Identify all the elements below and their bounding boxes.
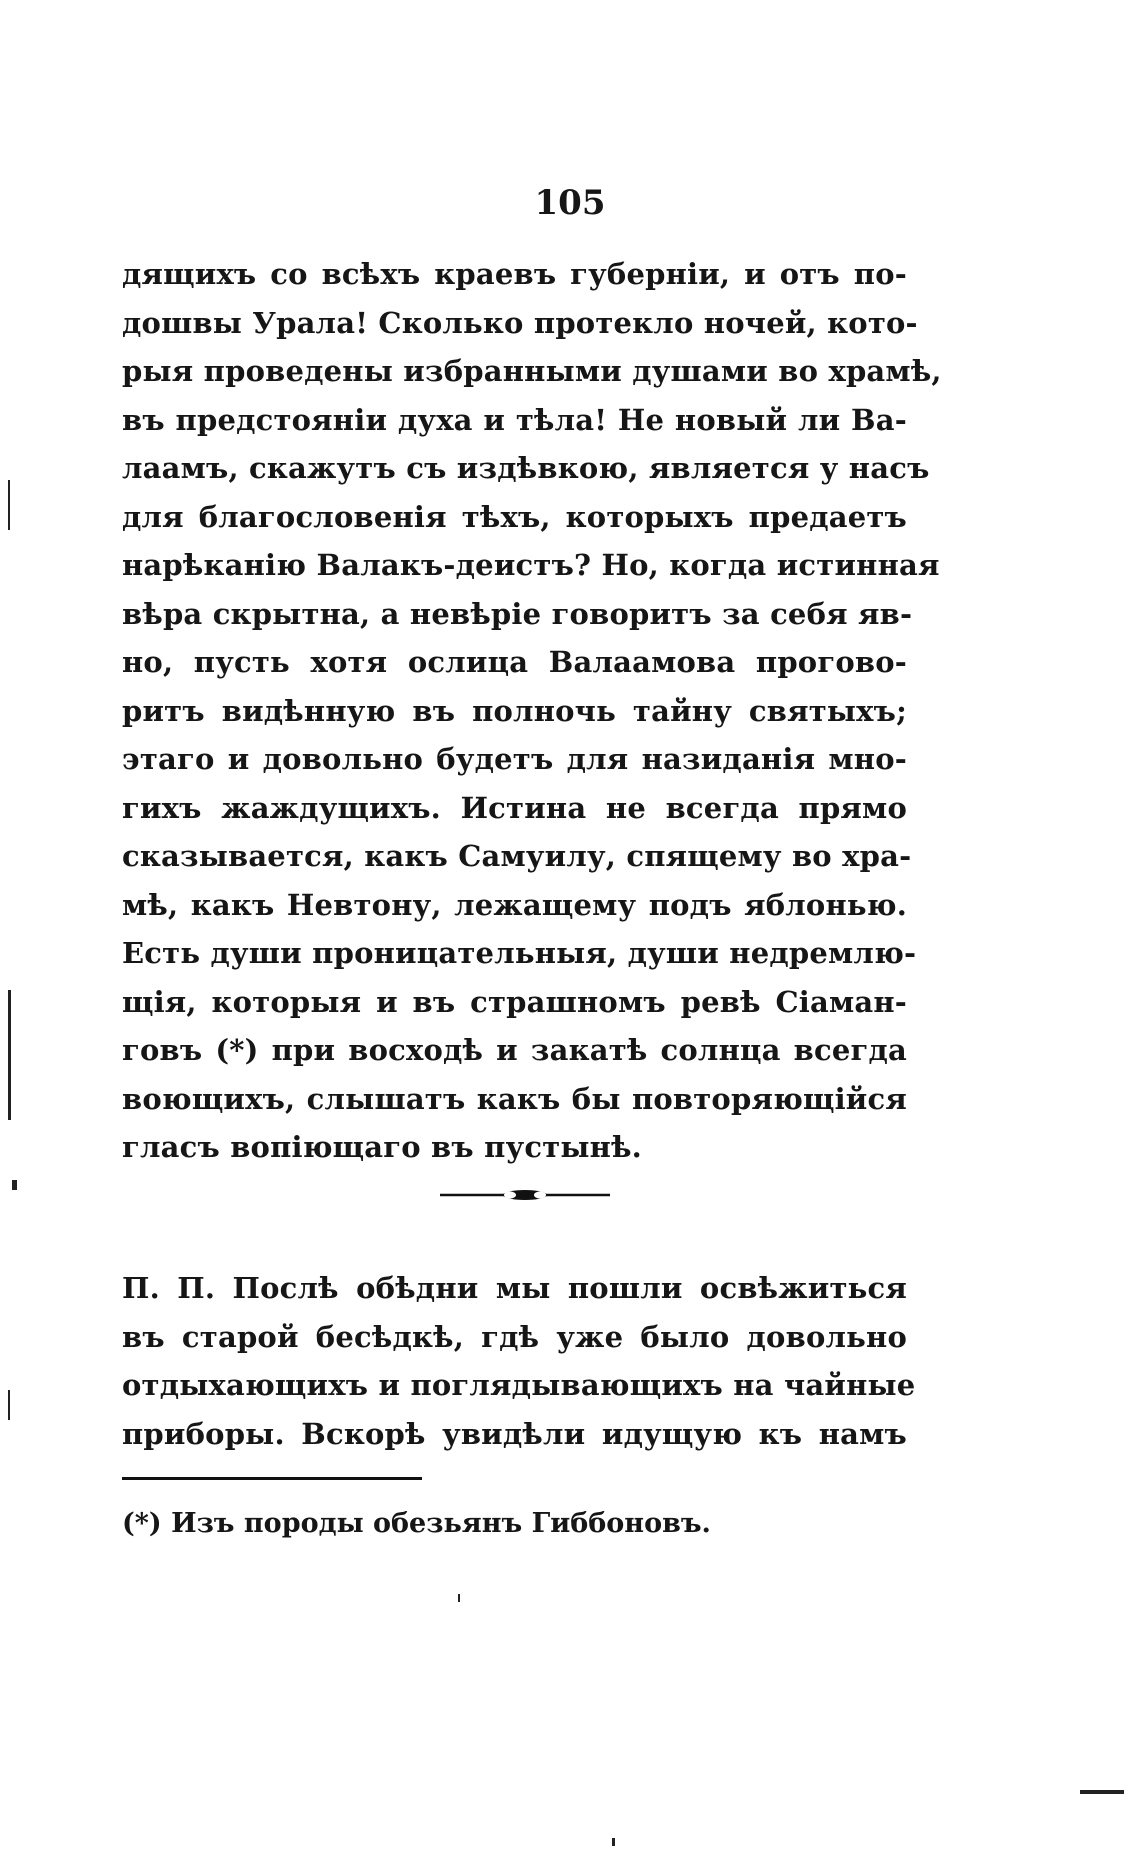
- text-line: гихъ жаждущихъ. Истина не всегда прямо: [122, 790, 907, 825]
- text-line: лаамъ, скажутъ съ издѣвкою, является у насъ: [122, 451, 930, 485]
- text-line: рыя проведены избранными душами во храмѣ,: [122, 354, 942, 388]
- text-line: нарѣканію Валакъ-деистъ? Но, когда истинная: [122, 548, 940, 582]
- text-line: отдыхающихъ и поглядывающихъ на чайные: [122, 1368, 916, 1402]
- text-line: въ предстояніи духа и тѣла! Не новый ли Ва-: [122, 402, 907, 437]
- scan-speck: [12, 1180, 17, 1190]
- text-line: говъ (*) при восходѣ и закатѣ солнца всегда: [122, 1033, 907, 1067]
- text-line: мѣ, какъ Невтону, лежащему подъ яблонью.: [122, 887, 907, 922]
- text-line: сказывается, какъ Самуилу, спящему во хра-: [122, 839, 912, 873]
- text-line: въ старой бесѣдкѣ, гдѣ уже было довольно: [122, 1319, 907, 1354]
- text-line: приборы. Вскорѣ увидѣли идущую къ намъ: [122, 1416, 907, 1451]
- scan-speck: [8, 990, 11, 1120]
- footnote-divider: [122, 1477, 422, 1480]
- main-paragraph: [122, 250, 942, 1172]
- scan-speck: [1080, 1790, 1124, 1794]
- scan-speck: [458, 1594, 460, 1602]
- text-line: Есть души проницательныя, души недремлю-: [122, 936, 917, 970]
- text-line: этаго и довольно будетъ для назиданія мно-: [122, 742, 907, 776]
- second-paragraph: [122, 1264, 916, 1458]
- section-separator-ornament: [440, 1188, 610, 1202]
- text-line: воющихъ, слышатъ какъ бы повторяющійся: [122, 1081, 907, 1116]
- text-line: дящихъ со всѣхъ краевъ губерніи, и отъ по-: [122, 257, 907, 291]
- footnote: (*) Изъ породы обезьянъ Гиббоновъ.: [122, 1508, 711, 1539]
- page-number: 105: [534, 183, 606, 223]
- scan-speck: [612, 1838, 615, 1846]
- scan-speck: [8, 1390, 10, 1420]
- text-line: ритъ видѣнную въ полночь тайну святыхъ;: [122, 693, 907, 728]
- text-line: вѣра скрытна, а невѣріе говоритъ за себя яв-: [122, 596, 913, 631]
- text-line: щія, которыя и въ страшномъ ревѣ Сіаман-: [122, 984, 907, 1019]
- text-line: гласъ вопіющаго въ пустынѣ.: [122, 1130, 642, 1164]
- text-line: но, пусть хотя ослица Валаамова прогово-: [122, 645, 907, 679]
- text-line: для благословенія тѣхъ, которыхъ предаетъ: [122, 499, 907, 534]
- text-line: дошвы Урала! Сколько протекло ночей, кото-: [122, 305, 918, 340]
- text-line: П. П. Послѣ обѣдни мы пошли освѣжиться: [122, 1271, 907, 1305]
- scan-speck: [8, 480, 10, 530]
